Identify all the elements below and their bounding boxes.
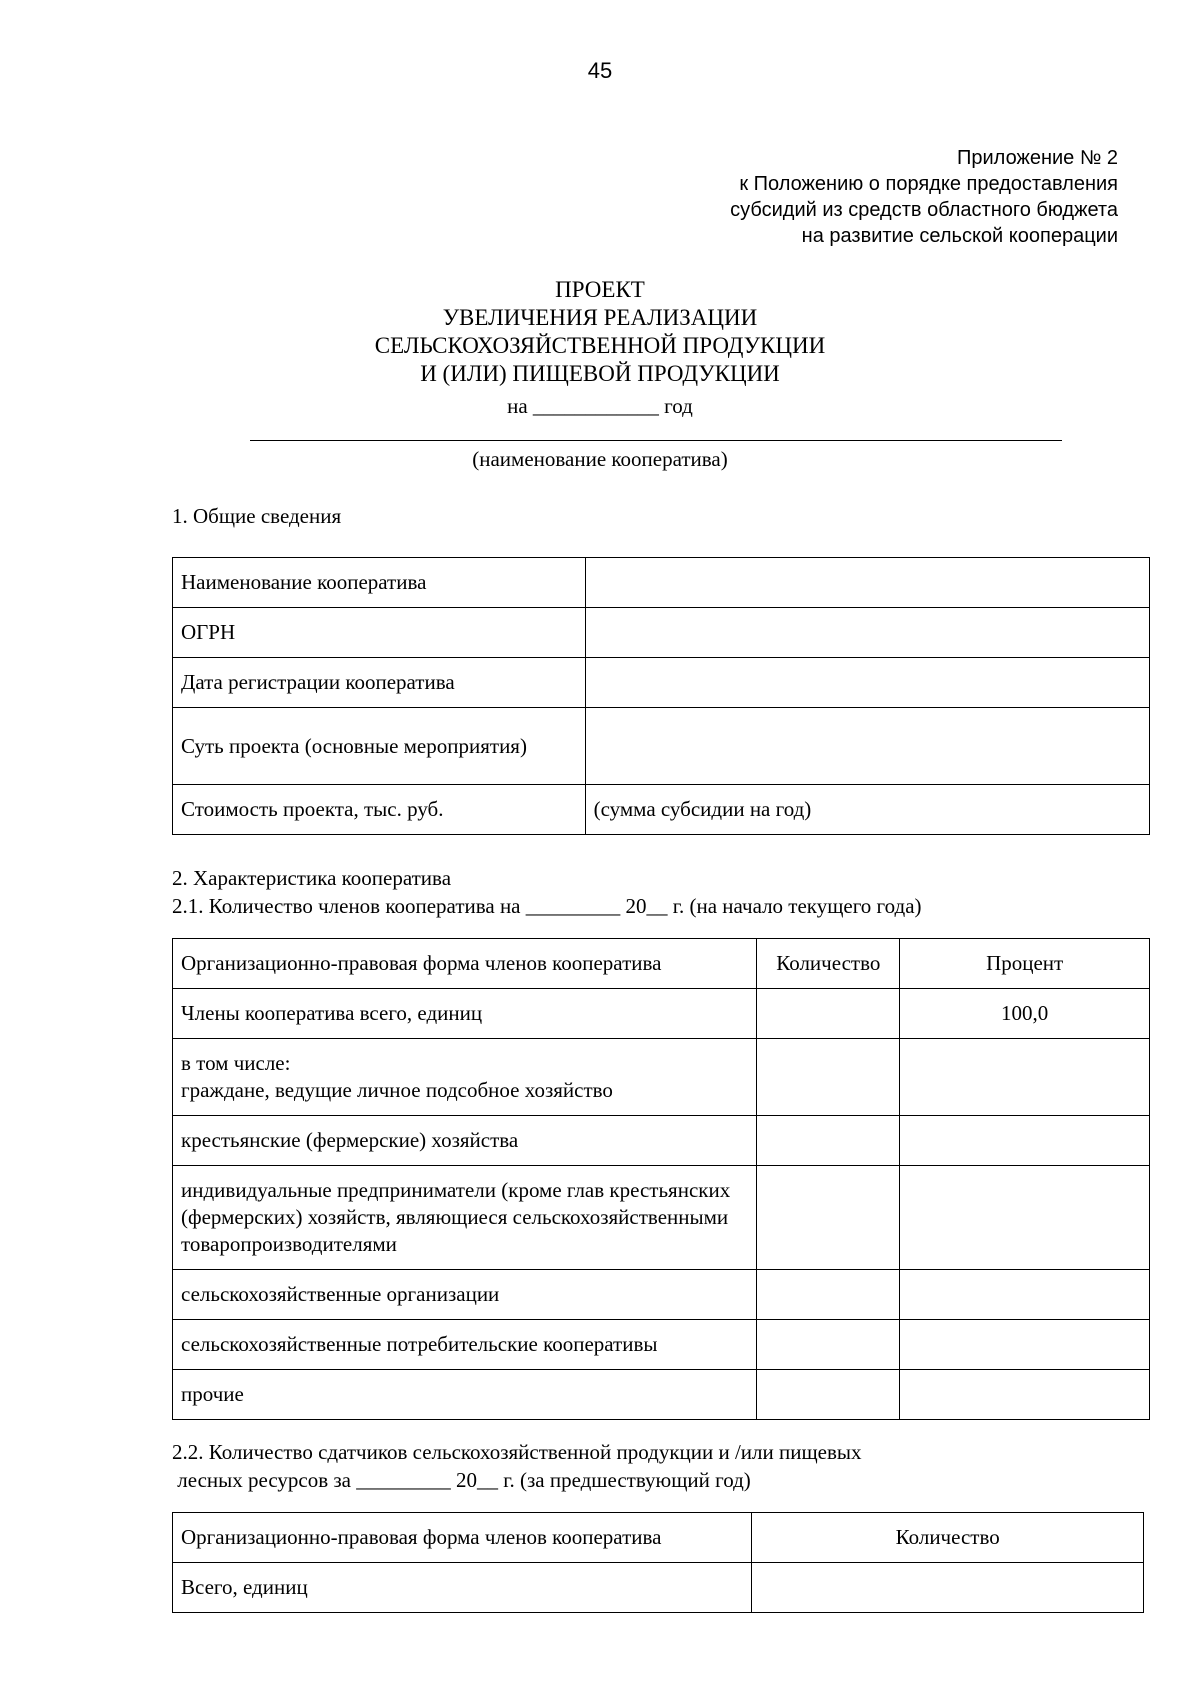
- page-number: 45: [587, 58, 613, 83]
- row-label: Дата регистрации кооператива: [173, 658, 586, 708]
- column-header: Количество: [757, 939, 900, 989]
- title-line: УВЕЛИЧЕНИЯ РЕАЛИЗАЦИИ: [442, 305, 758, 330]
- table-row: [173, 1166, 1150, 1270]
- document-title: [0, 276, 1200, 420]
- column-header: Количество: [752, 1513, 1144, 1563]
- row-label: сельскохозяйственные организации: [173, 1270, 757, 1320]
- table-row: [173, 658, 1150, 708]
- percent-cell[interactable]: [900, 1270, 1150, 1320]
- row-label: ОГРН: [173, 608, 586, 658]
- suppliers-table: [172, 1512, 1144, 1613]
- table-header-row: [173, 1513, 1144, 1563]
- section2-2-heading-line: 2.2. Количество сдатчиков сельскохозяйственной продукции и /или пищевых: [172, 1440, 862, 1464]
- row-label: крестьянские (фермерские) хозяйства: [173, 1116, 757, 1166]
- row-label: Стоимость проекта, тыс. руб.: [173, 785, 586, 835]
- percent-cell[interactable]: [900, 1116, 1150, 1166]
- count-cell[interactable]: [757, 1270, 900, 1320]
- row-label: сельскохозяйственные потребительские кооперативы: [173, 1320, 757, 1370]
- table-row: [173, 708, 1150, 785]
- section2-1-heading: 2.1. Количество членов кооператива на _________ 20__ г. (на начало текущего года): [172, 894, 922, 918]
- row-value-field[interactable]: [585, 708, 1149, 785]
- table-row: [173, 1116, 1150, 1166]
- percent-cell[interactable]: [900, 1039, 1150, 1116]
- row-label: индивидуальные предприниматели (кроме глав крестьянских (фермерских) хозяйств, являющиеся сельскохозяйственными товаропроизводителями: [173, 1166, 757, 1270]
- title-year-line: на ____________ год: [507, 394, 693, 418]
- table-row: [173, 1320, 1150, 1370]
- percent-cell[interactable]: [900, 1320, 1150, 1370]
- percent-cell[interactable]: [900, 1370, 1150, 1420]
- percent-cell[interactable]: 100,0: [900, 989, 1150, 1039]
- appendix-note: [730, 145, 1118, 249]
- appendix-line: к Положению о порядке предоставления: [739, 173, 1118, 195]
- row-label: Суть проекта (основные мероприятия): [173, 708, 586, 785]
- section2-heading: 2. Характеристика кооператива: [172, 866, 452, 890]
- section1-heading: 1. Общие сведения: [172, 504, 342, 528]
- column-header: Организационно-правовая форма членов кооператива: [173, 1513, 752, 1563]
- appendix-line: субсидий из средств областного бюджета: [730, 199, 1118, 221]
- count-cell[interactable]: [757, 1320, 900, 1370]
- table-header-row: [173, 939, 1150, 989]
- table-row: [173, 608, 1150, 658]
- count-cell[interactable]: [757, 1116, 900, 1166]
- general-info-table: [172, 557, 1150, 835]
- section2-2-heading-line: лесных ресурсов за _________ 20__ г. (за предшествующий год): [172, 1468, 751, 1492]
- table-row: [173, 1039, 1150, 1116]
- count-cell[interactable]: [757, 1370, 900, 1420]
- row-label: прочие: [173, 1370, 757, 1420]
- cooperative-name-caption: (наименование кооператива): [472, 447, 728, 471]
- row-value-field[interactable]: [585, 558, 1149, 608]
- table-row: [173, 785, 1150, 835]
- row-label: в том числе: граждане, ведущие личное подсобное хозяйство: [173, 1039, 757, 1116]
- appendix-line: Приложение № 2: [957, 147, 1118, 169]
- column-header: Процент: [900, 939, 1150, 989]
- title-line: СЕЛЬСКОХОЗЯЙСТВЕННОЙ ПРОДУКЦИИ: [374, 333, 826, 358]
- count-cell[interactable]: [752, 1563, 1144, 1613]
- row-label: Всего, единиц: [173, 1563, 752, 1613]
- members-table: [172, 938, 1150, 1420]
- table-row: [173, 989, 1150, 1039]
- count-cell[interactable]: [757, 1166, 900, 1270]
- table-row: [173, 1563, 1144, 1613]
- appendix-line: на развитие сельской кооперации: [801, 225, 1118, 247]
- percent-cell[interactable]: [900, 1166, 1150, 1270]
- table-row: [173, 558, 1150, 608]
- row-value-field[interactable]: [585, 658, 1149, 708]
- row-label: Члены кооператива всего, единиц: [173, 989, 757, 1039]
- count-cell[interactable]: [757, 1039, 900, 1116]
- row-label: Наименование кооператива: [173, 558, 586, 608]
- count-cell[interactable]: [757, 989, 900, 1039]
- cooperative-name-line[interactable]: [250, 440, 1062, 441]
- row-value-field[interactable]: (сумма субсидии на год): [585, 785, 1149, 835]
- title-line: И (ИЛИ) ПИЩЕВОЙ ПРОДУКЦИИ: [420, 361, 780, 386]
- table-row: [173, 1370, 1150, 1420]
- title-line: ПРОЕКТ: [555, 277, 645, 302]
- row-value-field[interactable]: [585, 608, 1149, 658]
- table-row: [173, 1270, 1150, 1320]
- column-header: Организационно-правовая форма членов кооператива: [173, 939, 757, 989]
